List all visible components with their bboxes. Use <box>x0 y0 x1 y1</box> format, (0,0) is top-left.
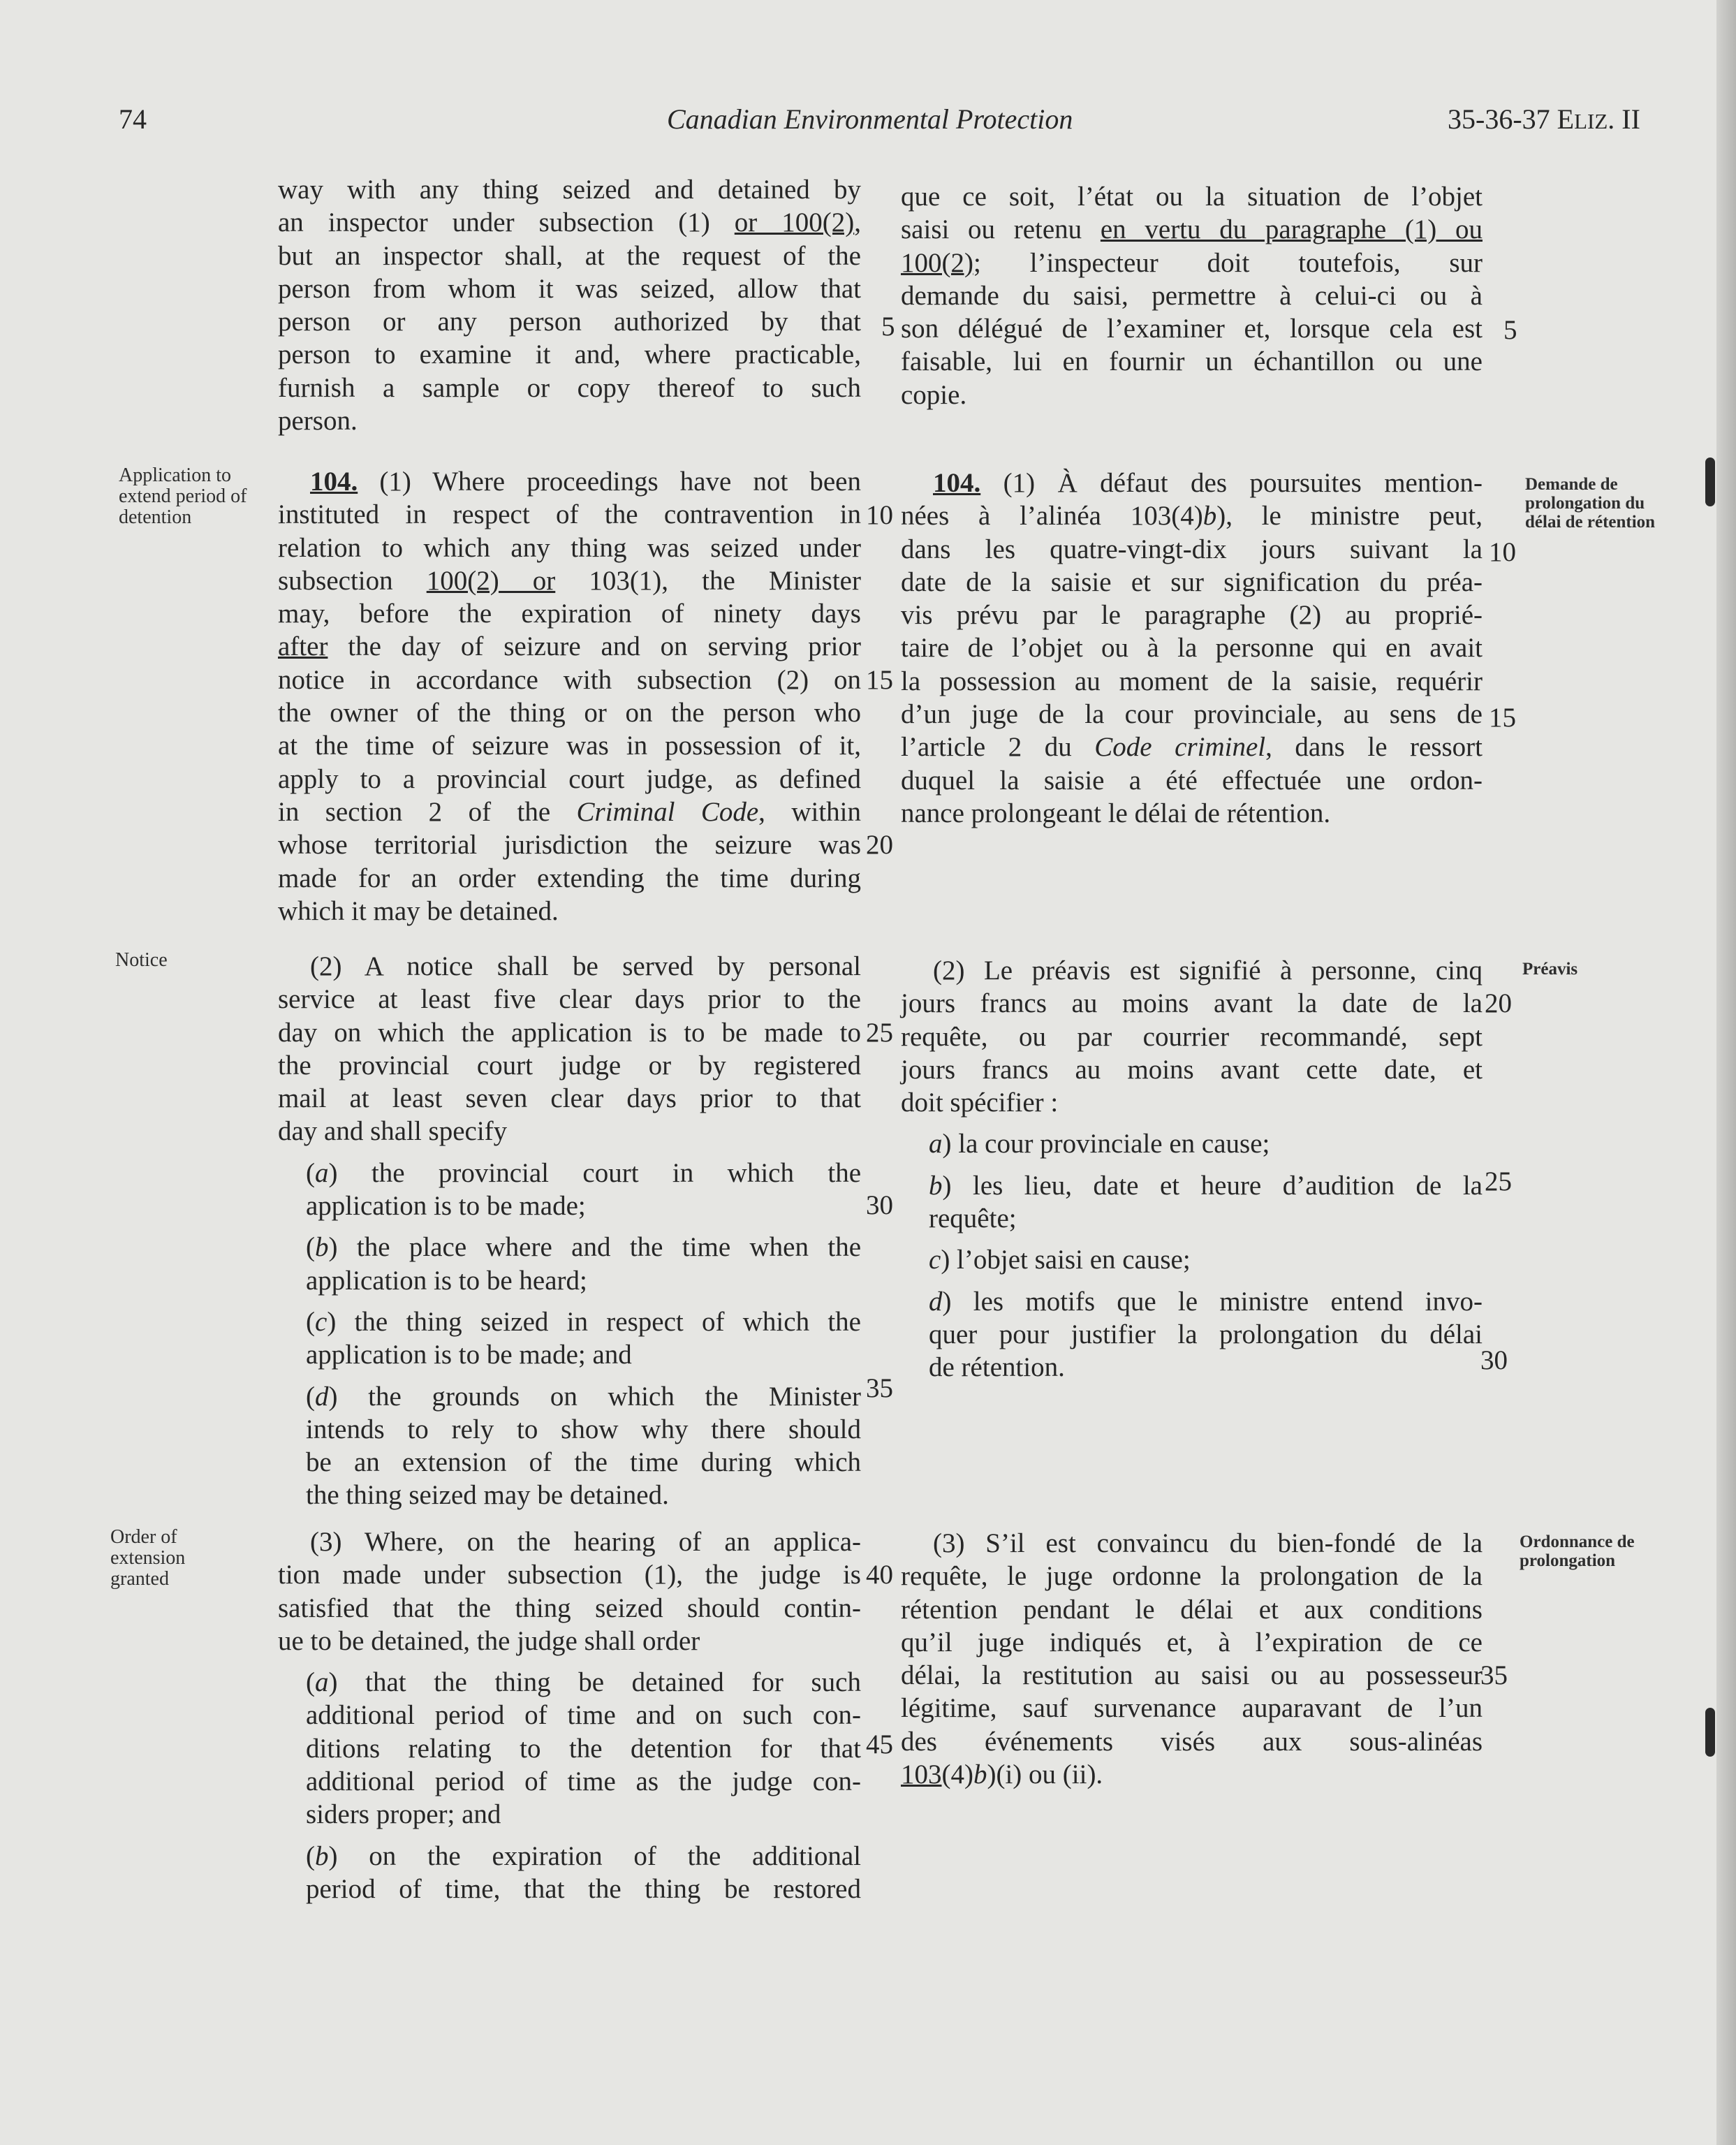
english-section-104-3 <box>278 1525 861 1905</box>
french-section-104-1 <box>901 467 1483 830</box>
line-number-fr-20: 20 <box>1485 988 1512 1018</box>
line: (2) Le préavis est signifié à personne, cinq <box>933 956 1483 986</box>
line: in section 2 of the Criminal Code, within <box>278 796 861 827</box>
line: person from whom it was seized, allow that <box>278 273 861 304</box>
line: requête; <box>929 1203 1017 1234</box>
margin-note-order: Order of extension granted <box>110 1526 186 1590</box>
regnal-suffix: . II <box>1608 103 1640 135</box>
line: additional period of time and on such con- <box>306 1700 861 1731</box>
line: de rétention. <box>929 1352 1065 1383</box>
line-number-en-30: 30 <box>866 1190 893 1220</box>
line: person or any person authorized by that <box>278 307 861 337</box>
line: mail at least seven clear days prior to that <box>278 1083 861 1114</box>
line: be an extension of the time during which <box>306 1447 861 1478</box>
line: 103(4)b)(i) ou (ii). <box>901 1759 1103 1790</box>
binding-mark <box>1705 1708 1715 1757</box>
line: furnish a sample or copy thereof to such <box>278 372 861 403</box>
running-title: Canadian Environmental Protection <box>667 103 1073 135</box>
line: taire de l’objet ou à la personne qui en avait <box>901 633 1483 664</box>
line: doit spécifier : <box>901 1088 1059 1118</box>
line: copie. <box>901 379 967 410</box>
line-number-en-20: 20 <box>866 830 893 860</box>
regnal-prefix: 35-36-37 E <box>1448 103 1575 135</box>
line: l’article 2 du Code criminel, dans le ressort <box>901 732 1483 763</box>
line-number-en-40: 40 <box>866 1560 893 1590</box>
line: way with any thing seized and detained by <box>278 175 861 205</box>
line: saisi ou retenu en vertu du paragraphe (1) ou <box>901 214 1483 245</box>
line: application is to be heard; <box>306 1265 587 1296</box>
line: made for an order extending the time during <box>278 863 861 893</box>
english-section-104-1 <box>278 465 861 928</box>
line: délai, la restitution au saisi ou au possesseur <box>901 1660 1483 1691</box>
page-edge-shadow <box>1716 0 1736 2145</box>
line-number-fr-5: 5 <box>1503 315 1517 345</box>
line: ue to be detained, the judge shall order <box>278 1625 700 1656</box>
line: day on which the application is to be made to <box>278 1017 861 1048</box>
item-b: (b) on the expiration of the additional <box>306 1840 861 1871</box>
line: requête, ou par courrier recommandé, sept <box>901 1021 1483 1052</box>
item-b: (b) the place where and the time when the <box>306 1232 861 1263</box>
regnal-smallcaps: LIZ <box>1574 109 1608 133</box>
line: d’un juge de la cour provinciale, au sens de <box>901 699 1483 730</box>
line: whose territorial jurisdiction the seizure was <box>278 830 861 861</box>
line-number-fr-15: 15 <box>1489 703 1516 733</box>
line: which it may be detained. <box>278 895 559 926</box>
line: qu’il juge indiqués et, à l’expiration de ce <box>901 1627 1483 1657</box>
section-number: 104. <box>310 467 358 497</box>
line-number-fr-25: 25 <box>1485 1166 1512 1196</box>
line: ditions relating to the detention for that <box>306 1733 861 1764</box>
line-number-fr-30: 30 <box>1480 1345 1508 1375</box>
line: son délégué de l’examiner et, lorsque cela est <box>901 314 1483 344</box>
french-section-104-3 <box>901 1527 1483 1791</box>
line: nance prolongeant le délai de rétention. <box>901 798 1331 828</box>
line: que ce soit, l’état ou la situation de l’objet <box>901 182 1483 212</box>
line: day and shall specify <box>278 1116 508 1147</box>
line: person to examine it and, where practicable, <box>278 339 861 370</box>
line: tion made under subsection (1), the judge is <box>278 1560 861 1590</box>
line-number-en-35: 35 <box>866 1373 893 1403</box>
line: notice in accordance with subsection (2) on <box>278 664 861 695</box>
line: but an inspector shall, at the request of the <box>278 240 861 271</box>
item-a: a) la cour provinciale en cause; <box>929 1129 1270 1159</box>
line-number-fr-35: 35 <box>1480 1660 1508 1690</box>
line: 104. (1) À défaut des poursuites mention- <box>933 468 1483 498</box>
line-number-en-5: 5 <box>881 312 895 342</box>
line: an inspector under subsection (1) or 100(2), <box>278 207 861 238</box>
line: (3) S’il est convaincu du bien-fondé de la <box>933 1528 1483 1558</box>
margin-note-ordonnance: Ordonnance de prolongation <box>1520 1532 1635 1570</box>
line: apply to a provincial court judge, as defined <box>278 763 861 794</box>
line: 104. (1) Where proceedings have not been <box>310 467 861 497</box>
item-c: (c) the thing seized in respect of which the <box>306 1306 861 1337</box>
regnal-year <box>1448 102 1640 139</box>
line: nées à l’alinéa 103(4)b), le ministre peut, <box>901 501 1483 532</box>
line: des événements visés aux sous-alinéas <box>901 1726 1483 1757</box>
line: service at least five clear days prior to the <box>278 984 861 1015</box>
line: at the time of seizure was in possession of it, <box>278 731 861 761</box>
margin-note-preavis: Préavis <box>1522 960 1578 979</box>
line: date de la saisie et sur signification du préa- <box>901 566 1483 597</box>
line: légitime, sauf survenance auparavant de l’un <box>901 1693 1483 1724</box>
line-number-fr-10: 10 <box>1489 537 1516 567</box>
page-number: 74 <box>119 103 147 135</box>
line: the provincial court judge or by registered <box>278 1050 861 1081</box>
margin-note-demande: Demande de prolongation du délai de rétention <box>1525 475 1656 532</box>
item-b: b) les lieu, date et heure d’audition de la <box>929 1170 1483 1201</box>
line: (2) A notice shall be served by personal <box>310 951 861 981</box>
line: jours francs au moins avant la date de la <box>901 988 1483 1019</box>
line: instituted in respect of the contravention in <box>278 499 861 530</box>
line: faisable, lui en fournir un échantillon ou une <box>901 346 1483 377</box>
french-p0 <box>901 180 1483 411</box>
line-number-en-10: 10 <box>866 500 893 530</box>
line: siders proper; and <box>306 1799 501 1830</box>
line: application is to be made; and <box>306 1340 632 1370</box>
item-a: (a) that the thing be detained for such <box>306 1667 861 1698</box>
french-section-104-2 <box>901 954 1483 1384</box>
line-number-en-45: 45 <box>866 1729 893 1759</box>
line: requête, le juge ordonne la prolongation de la <box>901 1561 1483 1592</box>
line: relation to which any thing was seized under <box>278 532 861 563</box>
line: quer pour justifier la prolongation du délai <box>929 1319 1483 1349</box>
line: person. <box>278 406 358 437</box>
line: (3) Where, on the hearing of an applica- <box>310 1527 861 1557</box>
binding-mark <box>1705 457 1715 506</box>
item-d: (d) the grounds on which the Minister <box>306 1381 861 1412</box>
margin-note-notice: Notice <box>115 949 168 971</box>
section-number: 104. <box>933 468 981 498</box>
line: 100(2); l’inspecteur doit toutefois, sur <box>901 247 1483 278</box>
line: period of time, that the thing be restored <box>306 1873 861 1904</box>
line: vis prévu par le paragraphe (2) au proprié- <box>901 600 1483 631</box>
line: duquel la saisie a été effectuée une ordon- <box>901 765 1483 796</box>
line: the thing seized may be detained. <box>306 1480 669 1511</box>
item-a: (a) the provincial court in which the <box>306 1157 861 1188</box>
line: application is to be made; <box>306 1191 586 1222</box>
line: la possession au moment de la saisie, requérir <box>901 666 1483 696</box>
line: dans les quatre-vingt-dix jours suivant la <box>901 534 1483 564</box>
line: subsection 100(2) or 103(1), the Minister <box>278 565 861 596</box>
line-number-en-25: 25 <box>866 1018 893 1048</box>
line: satisfied that the thing seized should contin- <box>278 1593 861 1623</box>
line: may, before the expiration of ninety days <box>278 599 861 629</box>
english-section-104-2 <box>278 950 861 1512</box>
line-number-en-15: 15 <box>866 665 893 695</box>
line: additional period of time as the judge con- <box>306 1766 861 1797</box>
line: demande du saisi, permettre à celui-ci ou à <box>901 280 1483 311</box>
line: after the day of seizure and on serving prior <box>278 631 861 662</box>
item-d: d) les motifs que le ministre entend invo- <box>929 1286 1483 1317</box>
line: rétention pendant le délai et aux conditions <box>901 1594 1483 1625</box>
line: jours francs au moins avant cette date, et <box>901 1054 1483 1085</box>
line: intends to rely to show why there should <box>306 1414 861 1444</box>
item-c: c) l’objet saisi en cause; <box>929 1245 1191 1275</box>
line: the owner of the thing or on the person who <box>278 698 861 729</box>
english-p0 <box>278 173 861 437</box>
margin-note-application: Application to extend period of detention <box>119 464 247 528</box>
